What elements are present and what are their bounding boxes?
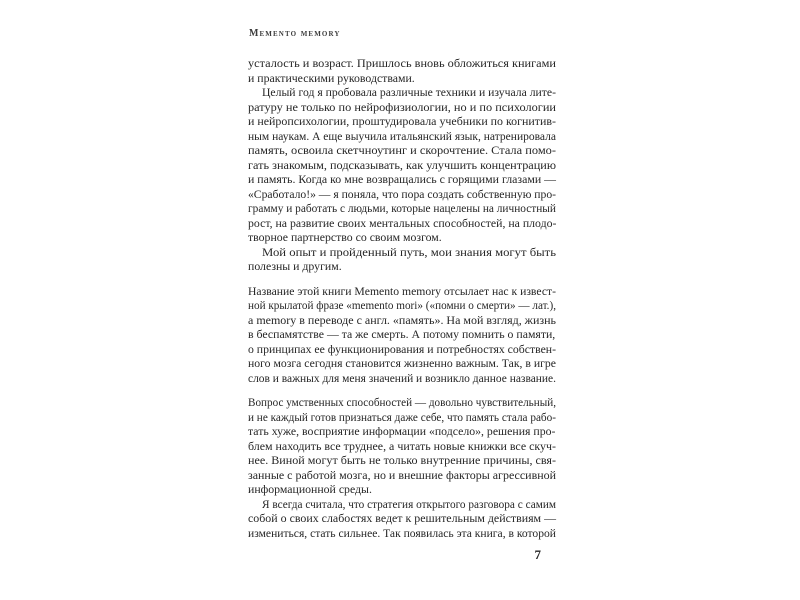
paragraph: [248, 56, 556, 85]
text-line: в беспамятстве — та же смерть. А потому помнить о памяти,: [248, 327, 556, 341]
text-line: гать знакомым, подсказывать, как улучшить концентрацию: [248, 157, 556, 172]
text-line: ным наукам. А еще выучила итальянский язык, натренировала: [248, 128, 556, 143]
text-line: информационной среды.: [248, 482, 372, 496]
text-line: а memory в переводе с англ. «память». На мой взгляд, жизнь: [248, 312, 556, 327]
text-line: ратуру не только по нейрофизиологии, но и по психологии: [248, 99, 556, 114]
text-line: занные с работой мозга, но и внешние факторы агрессивной: [248, 467, 556, 482]
text-line: грамму и работать с людьми, которые нацелены на личностный: [248, 201, 556, 215]
text-line: и нейропсихологии, проштудировала учебники по когнитив-: [248, 114, 556, 128]
paragraph: [248, 284, 556, 386]
text-line: собой о своих слабостях ведет к решительным действиям —: [248, 511, 556, 525]
paragraph: [248, 85, 556, 245]
page-number: 7: [534, 547, 541, 562]
text-line: усталость и возраст. Пришлось вновь обложиться книгами: [248, 56, 556, 70]
text-line: «Сработало!» — я поняла, что пора создать собственную про-: [248, 186, 556, 201]
text-line: рост, на развитие своих ментальных способностей, на плодо-: [248, 215, 557, 230]
text-line: Мой опыт и пройденный путь, мои знания могут быть: [262, 244, 556, 259]
text-line: и память. Когда ко мне возвращались с горящими глазами —: [248, 172, 556, 186]
text-line: Вопрос умственных способностей — довольно чувствительный,: [248, 395, 556, 409]
text-line: Название этой книги Memento memory отсылает нас к извест-: [248, 283, 556, 298]
text-line: Целый год я пробовала различные техники и изучала лите-: [262, 85, 556, 99]
text-line: блем находить все труднее, а читать новые книжки все скуч-: [248, 438, 556, 453]
running-head: Memento memory: [249, 28, 341, 39]
text-line: нее. Виной могут быть не только внутренние причины, свя-: [248, 453, 556, 467]
text-line: творное партнерство со своим мозгом.: [248, 230, 442, 244]
text-line: и практическими руководствами.: [248, 70, 415, 85]
text-line: память, освоила скетчноутинг и скорочтение. Стала помо-: [248, 143, 556, 157]
text-line: Я всегда считала, что стратегия открытого разговора с самим: [262, 496, 556, 511]
text-line: измениться, стать сильнее. Так появилась эта книга, в которой: [248, 525, 556, 540]
text-line: и не каждый готов признаться даже себе, что память стала рабо-: [248, 409, 556, 424]
text-line: полезны и другим.: [248, 259, 342, 273]
text-line: ной крылатой фразе «memento mori» («помни о смерти» — лат.),: [248, 298, 556, 312]
text-line: слов и важных для меня значений и возникло данное название.: [248, 370, 556, 385]
text-line: о принципах ее функционирования и потребностях собствен-: [248, 341, 556, 356]
paragraph: [248, 497, 556, 541]
text-line: ного мозга сегодня становится жизненно важным. Так, в игре: [248, 356, 556, 370]
text-line: тать хуже, восприятие информации «подсело», решения про-: [248, 424, 556, 438]
text-block: [248, 56, 556, 540]
paragraph: [248, 245, 556, 274]
paragraph: [248, 395, 556, 497]
